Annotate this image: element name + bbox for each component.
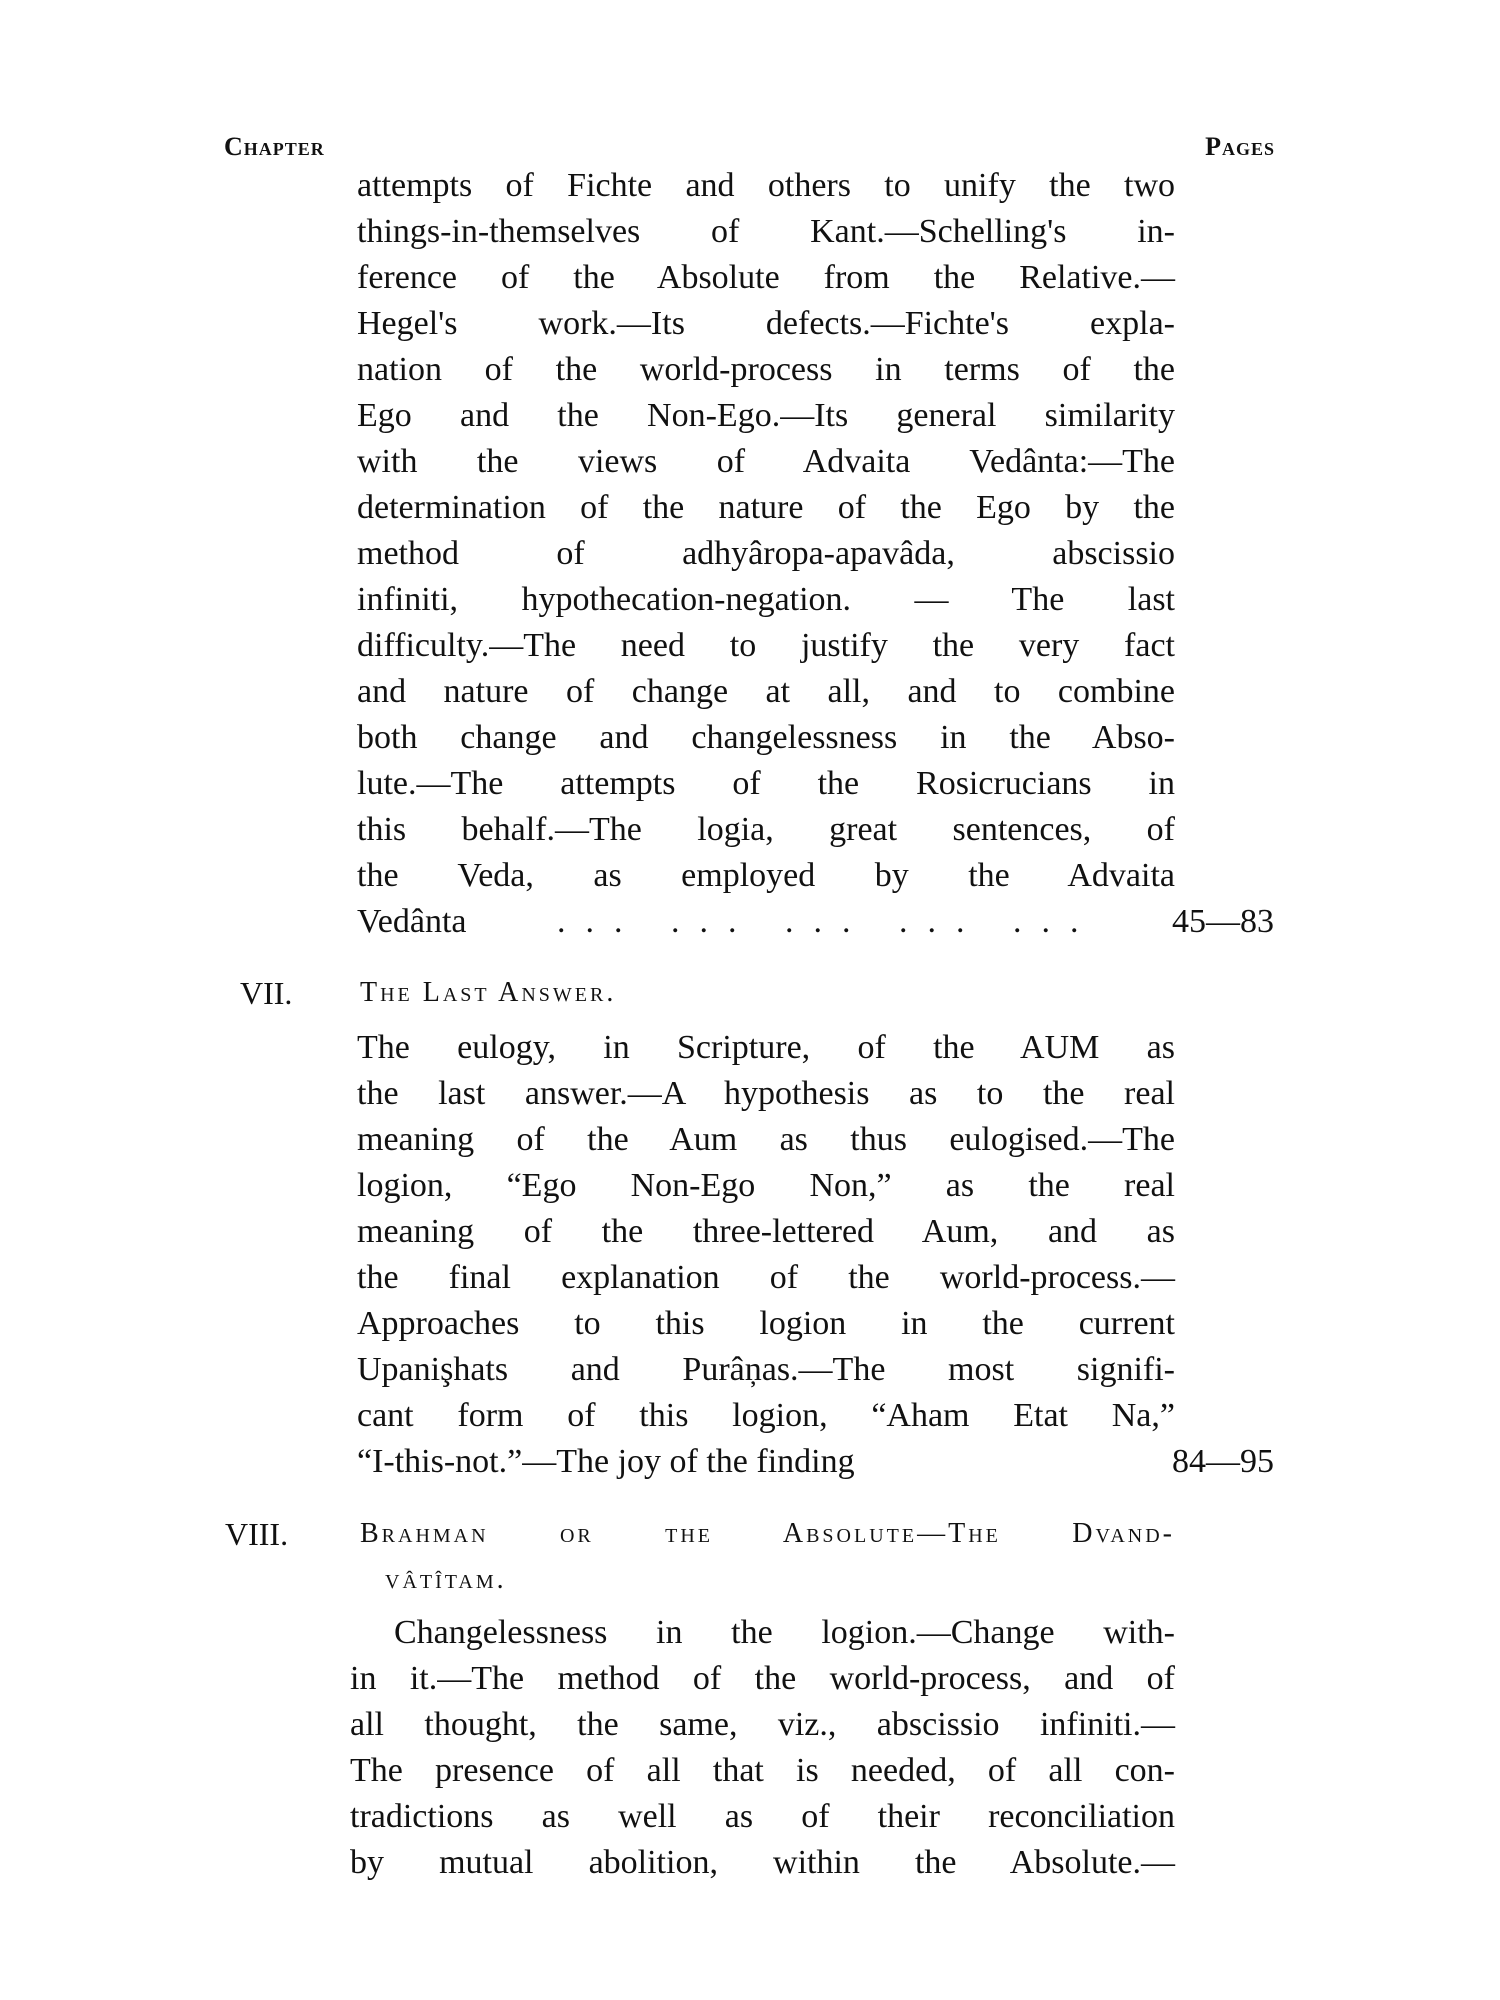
- text-line: both change and changelessness in the Abso-: [357, 719, 1175, 756]
- text-line: and nature of change at all, and to combine: [357, 673, 1175, 710]
- text-line: meaning of the three-lettered Aum, and as: [357, 1213, 1175, 1250]
- text-line-end: “I-this-not.”—The joy of the finding: [357, 1443, 855, 1480]
- chapter-number: VII.: [240, 975, 293, 1011]
- pages-column-heading: Pages: [1205, 132, 1275, 161]
- text-line: method of adhyâropa-apavâda, abscissio: [357, 535, 1175, 572]
- chapter-column-heading: Chapter: [224, 132, 325, 161]
- text-line: the Veda, as employed by the Advaita: [357, 857, 1175, 894]
- text-line: the last answer.—A hypothesis as to the real: [357, 1075, 1175, 1112]
- text-line: infiniti, hypothecation-negation. — The last: [357, 581, 1175, 618]
- text-line: determination of the nature of the Ego by the: [357, 489, 1175, 526]
- text-line: The presence of all that is needed, of all con-: [350, 1752, 1175, 1789]
- text-line: Upanişhats and Purâņas.—The most signifi-: [357, 1351, 1175, 1388]
- text-line-end: Vedânta: [357, 903, 467, 940]
- text-line: cant form of this logion, “Aham Etat Na,”: [357, 1397, 1175, 1434]
- page-range: 84—95: [1172, 1443, 1274, 1480]
- text-line: The eulogy, in Scripture, of the AUM as: [357, 1029, 1175, 1066]
- text-line: Approaches to this logion in the current: [357, 1305, 1175, 1342]
- chapter-title: The Last Answer.: [360, 977, 617, 1008]
- chapter-title: Brahman or the Absolute—The Dvand-: [360, 1518, 1175, 1549]
- text-line: Ego and the Non-Ego.—Its general similarity: [357, 397, 1175, 434]
- text-line: the final explanation of the world-process.—: [357, 1259, 1175, 1296]
- text-line: ference of the Absolute from the Relative.—: [357, 259, 1175, 296]
- text-line: nation of the world-process in terms of the: [357, 351, 1175, 388]
- text-line: Hegel's work.—Its defects.—Fichte's expla-: [357, 305, 1175, 342]
- toc-final-row: [357, 1439, 1257, 1485]
- dot-leader: ... ... ... ... ...: [557, 903, 1099, 940]
- text-line: Changelessness in the logion.—Change with-: [394, 1614, 1175, 1651]
- text-line: with the views of Advaita Vedânta:—The: [357, 443, 1175, 480]
- chapter-title-continued: vâtîtam.: [385, 1564, 507, 1595]
- text-line: in it.—The method of the world-process, and of: [350, 1660, 1175, 1697]
- text-line: by mutual abolition, within the Absolute.—: [350, 1844, 1175, 1881]
- text-line: this behalf.—The logia, great sentences, of: [357, 811, 1175, 848]
- text-line: meaning of the Aum as thus eulogised.—The: [357, 1121, 1175, 1158]
- chapter-number: VIII.: [225, 1516, 289, 1552]
- text-line: all thought, the same, viz., abscissio infiniti.—: [350, 1706, 1175, 1743]
- text-line: tradictions as well as of their reconciliation: [350, 1798, 1175, 1835]
- text-line: lute.—The attempts of the Rosicrucians in: [357, 765, 1175, 802]
- page-range: 45—83: [1172, 903, 1274, 940]
- toc-final-row: [357, 899, 1257, 945]
- text-line: attempts of Fichte and others to unify the two: [357, 167, 1175, 204]
- text-line: things-in-themselves of Kant.—Schelling's in-: [357, 213, 1175, 250]
- text-line: logion, “Ego Non-Ego Non,” as the real: [357, 1167, 1175, 1204]
- text-line: difficulty.—The need to justify the very fact: [357, 627, 1175, 664]
